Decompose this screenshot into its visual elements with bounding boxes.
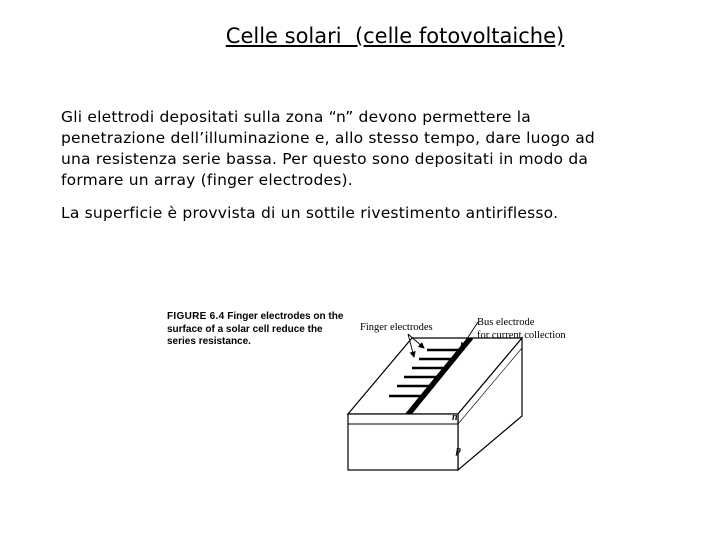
figure-caption-text: Finger electrodes on the surface of a solar cell reduce the series resistance. bbox=[167, 311, 344, 347]
figure-caption-label: FIGURE 6.4 bbox=[167, 311, 225, 322]
slide-title: Celle solari (celle fotovoltaiche) bbox=[225, 24, 565, 48]
paragraph-antireflection: La superficie è provvista di un sottile rivestimento antiriflesso. bbox=[61, 204, 559, 222]
n-region-label: n bbox=[452, 412, 458, 423]
bus-electrode-label-line2: for current collection bbox=[477, 330, 566, 341]
p-region-label: p bbox=[456, 445, 461, 456]
cell-front-face bbox=[348, 414, 458, 470]
solar-cell-figure bbox=[160, 300, 600, 480]
bus-electrode-label: Bus electrode bbox=[477, 317, 535, 328]
finger-electrodes-label: Finger electrodes bbox=[360, 322, 433, 333]
paragraph-finger-electrodes: Gli elettrodi depositati sulla zona “n” devono permettere la penetrazione dell’illuminazione e, allo stesso tempo, dare luogo ad una resistenza serie bassa. Per questo sono depositati in modo da formare un array (finger electrodes). bbox=[61, 108, 595, 189]
solar-cell-diagram bbox=[160, 300, 600, 480]
